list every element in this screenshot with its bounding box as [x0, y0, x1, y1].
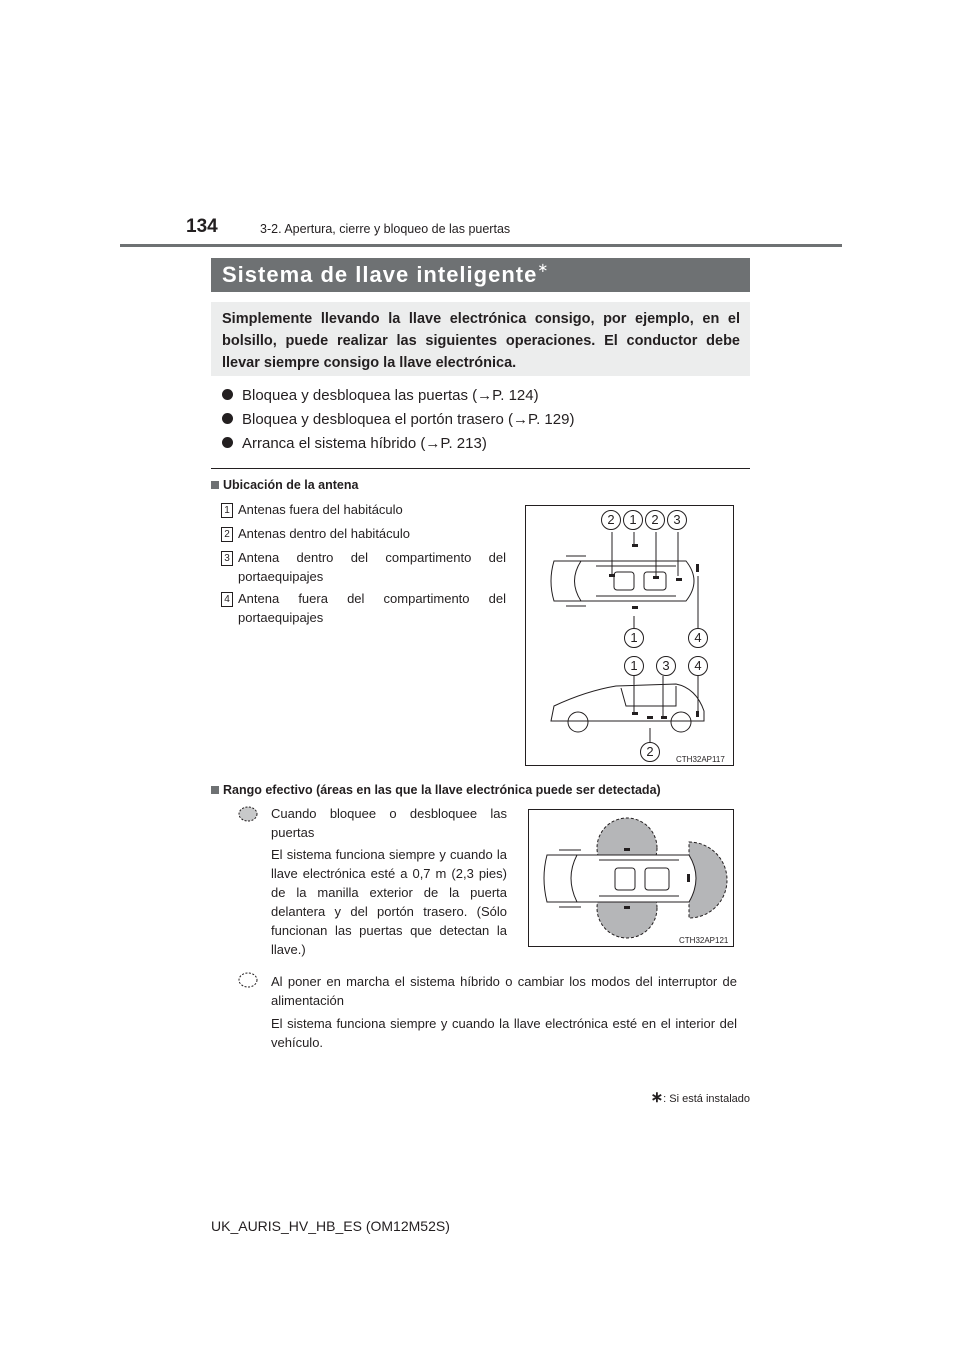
bullet-text: Bloquea y desbloquea las puertas (→P. 124)	[242, 387, 539, 404]
item-number-1: 1	[221, 503, 233, 518]
bullet-dot-icon	[222, 413, 233, 424]
section-title: 3-2. Apertura, cierre y bloqueo de las puertas	[260, 222, 511, 236]
antenna-item-2: Antenas dentro del habitáculo	[238, 526, 411, 541]
figure-code: CTH32AP121	[679, 936, 729, 945]
callout-circle: 2	[645, 510, 665, 530]
zone2-title: Al poner en marcha el sistema híbrido o cambiar los modos del interruptor de alimentación	[271, 974, 737, 1008]
document-code: UK_AURIS_HV_HB_ES (OM12M52S)	[211, 1218, 450, 1234]
antenna-item-3: Antena dentro del compartimento del portaequipajes	[238, 550, 506, 584]
figure-code: CTH32AP117	[676, 755, 725, 764]
antenna-heading	[211, 478, 358, 492]
footnote	[650, 1088, 750, 1106]
intro-text: Simplemente llevando la llave electrónica consigo, por ejemplo, en el bolsillo, puede realizar las siguientes operaciones. El conductor debe llevar siempre consigo la llave electrónica.	[222, 311, 740, 371]
callouts-top-row	[601, 510, 687, 530]
item-number-2: 2	[221, 527, 233, 542]
bullet-dot-icon	[222, 389, 233, 400]
square-bullet-icon	[211, 786, 219, 794]
range-heading-text: Rango efectivo (áreas en las que la llave electrónica puede ser detectada)	[223, 783, 661, 797]
antenna-figure	[525, 505, 734, 766]
callout-circle: 3	[656, 656, 676, 676]
bullet-text: Arranca el sistema híbrido (→P. 213)	[242, 435, 487, 452]
page-title-text: Sistema de llave inteligente	[222, 262, 538, 287]
header-rule	[120, 244, 842, 247]
zone2-body: El sistema funciona siempre y cuando la llave electrónica esté en el interior del vehículo.	[271, 1016, 737, 1050]
callout-circle: 4	[688, 628, 708, 648]
item-number-3: 3	[221, 551, 233, 566]
bullet-item	[222, 411, 574, 428]
antenna-item-1: Antenas fuera del habitáculo	[238, 502, 403, 517]
callout-circle: 3	[667, 510, 687, 530]
range-heading	[211, 783, 661, 797]
callout-circle: 1	[624, 628, 644, 648]
bullet-item	[222, 387, 539, 404]
footnote-mark: ∗	[650, 1089, 664, 1106]
item-number-4: 4	[221, 592, 233, 607]
callout-circle: 4	[688, 656, 708, 676]
bullet-text: Bloquea y desbloquea el portón trasero (→P. 129)	[242, 411, 575, 428]
page-number: 134	[186, 216, 218, 237]
zone1-title: Cuando bloquee o desbloquee las puertas	[271, 806, 507, 840]
bullet-dot-icon	[222, 437, 233, 448]
range-diagram	[529, 810, 733, 946]
callout-circle: 2	[601, 510, 621, 530]
asterisk-mark: ∗	[537, 260, 550, 275]
callout-circle: 1	[624, 656, 644, 676]
square-bullet-icon	[211, 481, 219, 489]
bullet-item	[222, 435, 487, 452]
callout-circle: 2	[640, 742, 660, 762]
zone-outline-icon	[238, 972, 258, 988]
range-figure	[528, 809, 734, 947]
zone1-body: El sistema funciona siempre y cuando la llave electrónica esté a 0,7 m (2,3 pies) de la manilla exterior de la puerta delantera y del portón trasero. (Sólo funcionan las puertas que detectan la llave.)	[271, 847, 507, 957]
section-divider	[211, 468, 750, 469]
page-title	[222, 262, 549, 288]
antenna-item-4: Antena fuera del compartimento del portaequipajes	[238, 591, 506, 625]
antenna-heading-text: Ubicación de la antena	[223, 478, 359, 492]
footnote-text: : Si está instalado	[663, 1093, 750, 1105]
callout-circle: 1	[623, 510, 643, 530]
zone-outline-icon	[238, 806, 258, 822]
